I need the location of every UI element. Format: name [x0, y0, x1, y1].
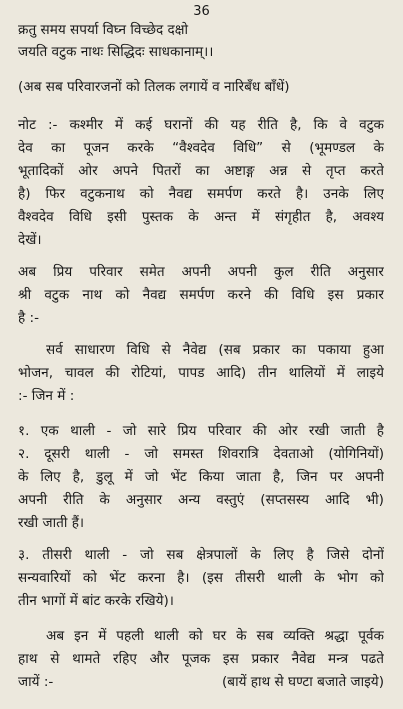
final-line-2: हाथ से थामते रहिए और पूजक इस प्रकार नैवेद्य मन्त्र पढते: [18, 651, 384, 667]
final-instruction: (बायें हाथ से घण्टा बजाते जाइये): [222, 674, 384, 690]
note-line-2: देव का पूजन करके “वैश्वदेव विधि” से (भूमण्डल के: [18, 140, 384, 156]
note-line-5: वैश्वदेव विधि इसी पुस्तक के अन्त में संगृहीत है, अवश्य: [18, 209, 384, 225]
note-line-6: देखें।: [18, 232, 42, 248]
verse-line-2: जयति वटुक नाथः सिद्धिदः साधकानाम्।।: [18, 44, 214, 60]
final-line-1: अब इन में पहली थाली को घर के सब व्यक्ति श्रद्धा पूर्वक: [46, 628, 384, 644]
note-line-4: है) फिर वटुकनाथ को नैवद्य समर्पण करते है। उनके लिए: [18, 186, 384, 202]
page-number: 36: [193, 4, 210, 19]
note-line-1: नोट :- कश्मीर में कई घरानों की यह रीति है, कि वे वटुक: [18, 117, 384, 133]
list-item-2-line-1: २. दूसरी थाली - जो समस्त शिवरात्रि देवताओ (योगिनियों): [18, 446, 384, 462]
method-line-2: भोजन, चावल की रोटियां, पापड आदि) तीन थालियों में लाइये: [18, 365, 384, 381]
final-line-3: जायें :-: [18, 674, 54, 690]
list-item-2-line-3: अपनी रीति के अनुसार अन्य वस्तुएं (सप्तसस्य आदि भी): [18, 492, 384, 508]
paragraph-line-2: श्री वटुक नाथ को नैवद्य समर्पण करने की विधि इस प्रकार: [18, 287, 384, 303]
list-item-3-line-1: ३. तीसरी थाली - जो सब क्षेत्रपालों के लिए है जिसे दोनों: [18, 547, 384, 563]
list-item-2-line-2: के लिए है, डुलू में जो भेंट किया जाता है, जिन पर अपनी: [18, 469, 384, 485]
list-item-2-line-4: रखी जाती हैं।: [18, 515, 85, 531]
note-line-3: भूतादिकों ओर अपने पितरों का अष्टाङ्ग अन्न से तृप्त करते: [18, 163, 384, 179]
instruction-line: (अब सब परिवारजनों को तिलक लगायें व नारिबँध बाँधें): [18, 79, 290, 95]
verse-line-1: क्रतु समय सपर्या विघ्न विच्छेद दक्षो: [18, 22, 189, 38]
paragraph-line-1: अब प्रिय परिवार समेत अपनी अपनी कुल रीति अनुसार: [18, 264, 384, 280]
method-line-1: सर्व साधारण विधि से नैवेद्य (सब प्रकार का पकाया हुआ: [46, 342, 384, 358]
list-item-3-line-2: सन्यवारियों को भेंट करना है। (इस तीसरी थाली के भोग को: [18, 570, 384, 586]
method-line-3: :- जिन में :: [18, 388, 75, 404]
list-item-1: १. एक थाली - जो सारे प्रिय परिवार की ओर रखी जाती है: [18, 423, 384, 439]
list-item-3-line-3: तीन भागों में बांट करके रखिये)।: [18, 593, 174, 609]
paragraph-line-3: है :-: [18, 310, 40, 326]
